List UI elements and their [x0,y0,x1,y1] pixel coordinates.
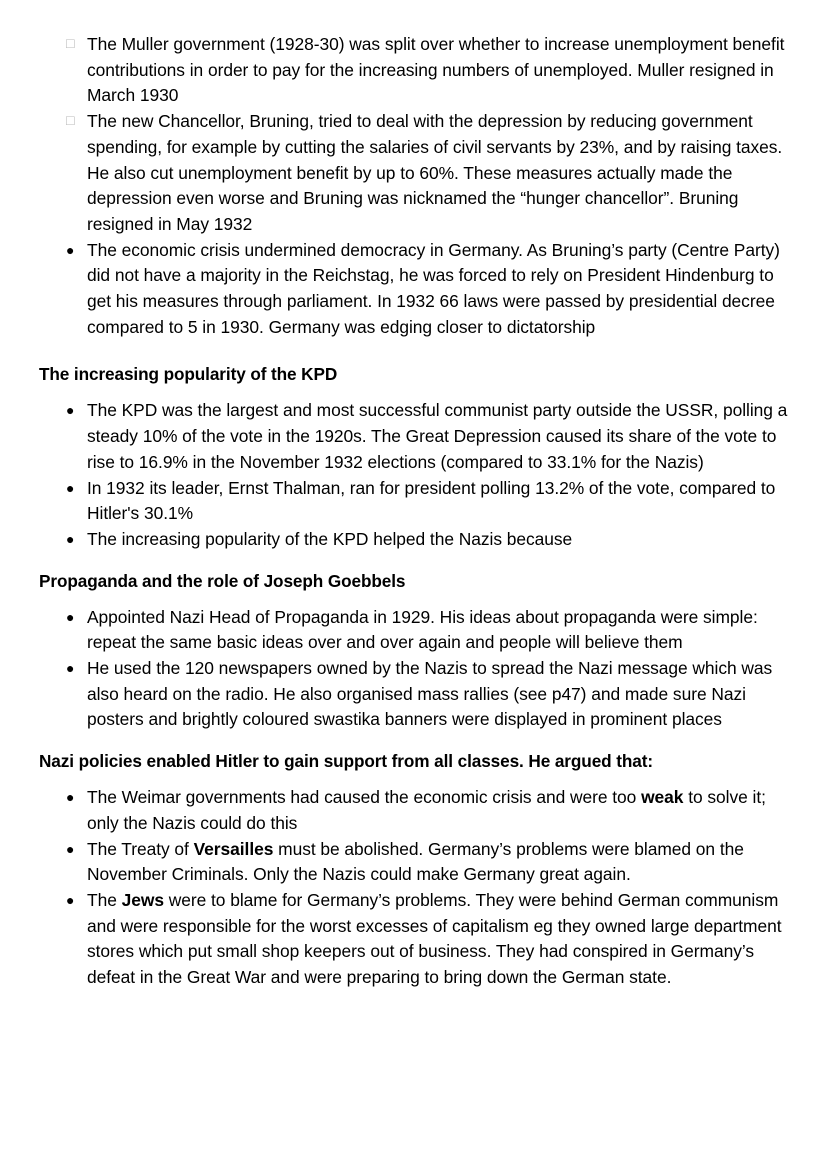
list-item-text: The Jews were to blame for Germany’s problems. They were behind German communism and were responsible for the worst excesses of capitalism eg they owned large department stores which put small shop keepers out of business. They had conspired in Germany’s defeat in the Great War and were preparing to bring down the German state. [87,889,782,988]
round-bullet-icon: ● [66,608,75,625]
round-bullet-icon: ● [66,402,75,419]
section-heading-policies: Nazi policies enabled Hitler to gain support from all classes. He argued that: [39,751,653,772]
round-bullet-icon: ● [66,891,75,908]
list-item [39,398,791,475]
list-item-text: The Muller government (1928-30) was split over whether to increase unemployment benefit contributions in order to pay for the increasing numbers of unemployed. Muller resigned in March 1930 [87,34,785,106]
list-item-text: The Treaty of Versailles must be abolished. Germany’s problems were blamed on the November Criminals. Only the Nazis could make Germany great again. [87,838,744,885]
square-bullet-icon: □ [66,113,75,130]
list-item [39,32,791,109]
bullet-list-kpd [39,398,791,552]
list-item-text: The economic crisis undermined democracy in Germany. As Bruning’s party (Centre Party) did not have a majority in the Reichstag, he was forced to rely on President Hindenburg to get his measures through parliament. In 1932 66 laws were passed by presidential decree compared to 5 in 1930. Germany was edging closer to dictatorship [87,239,780,337]
document-body [39,32,791,991]
round-bullet-icon: ● [66,530,75,547]
list-item [39,605,791,656]
list-item-text: Appointed Nazi Head of Propaganda in 1929. His ideas about propaganda were simple: repeat the same basic ideas over and over again and people will believe them [87,606,758,653]
section-heading-propaganda: Propaganda and the role of Joseph Goebbels [39,570,406,591]
round-bullet-icon: ● [66,840,75,857]
list-item [39,109,791,238]
list-item [39,888,791,991]
list-item [39,656,791,733]
list-item-text: The increasing popularity of the KPD helped the Nazis because [87,528,573,549]
round-bullet-icon: ● [66,241,75,258]
list-item-text: In 1932 its leader, Ernst Thalman, ran for president polling 13.2% of the vote, compared to Hitler's 30.1% [87,477,776,524]
bullet-list-propaganda [39,605,791,734]
list-item [39,837,791,888]
bullet-list-policies [39,785,791,991]
list-item-text: The new Chancellor, Bruning, tried to deal with the depression by reducing government spending, for example by cutting the salaries of civil servants by 23%, and by raising taxes. He also cut unemployment benefit by up to 60%. These measures actually made the depression even worse and Bruning was nicknamed the “hunger chancellor”. Bruning resigned in May 1932 [87,111,783,234]
square-bullet-icon: □ [66,36,75,52]
list-item [39,476,791,527]
list-item [39,527,791,553]
list-item-text: He used the 120 newspapers owned by the Nazis to spread the Nazi message which was also heard on the radio. He also organised mass rallies (see p47) and made sure Nazi posters and brightly coloured swastika banners were displayed in prominent places [87,658,773,730]
list-item-text: The KPD was the largest and most successful communist party outside the USSR, polling a steady 10% of the vote in the 1920s. The Great Depression caused its share of the vote to rise to 16.9% in the November 1932 elections (compared to 33.1% for the Nazis) [87,400,788,472]
list-item [39,238,791,341]
bullet-list-intro-bullets [39,32,791,340]
round-bullet-icon: ● [66,789,75,806]
list-item [39,785,791,836]
list-item-text: The Weimar governments had caused the economic crisis and were too weak to solve it; only the Nazis could do this [87,787,766,833]
round-bullet-icon: ● [66,479,75,496]
section-heading-kpd: The increasing popularity of the KPD [39,364,338,385]
round-bullet-icon: ● [66,660,75,677]
